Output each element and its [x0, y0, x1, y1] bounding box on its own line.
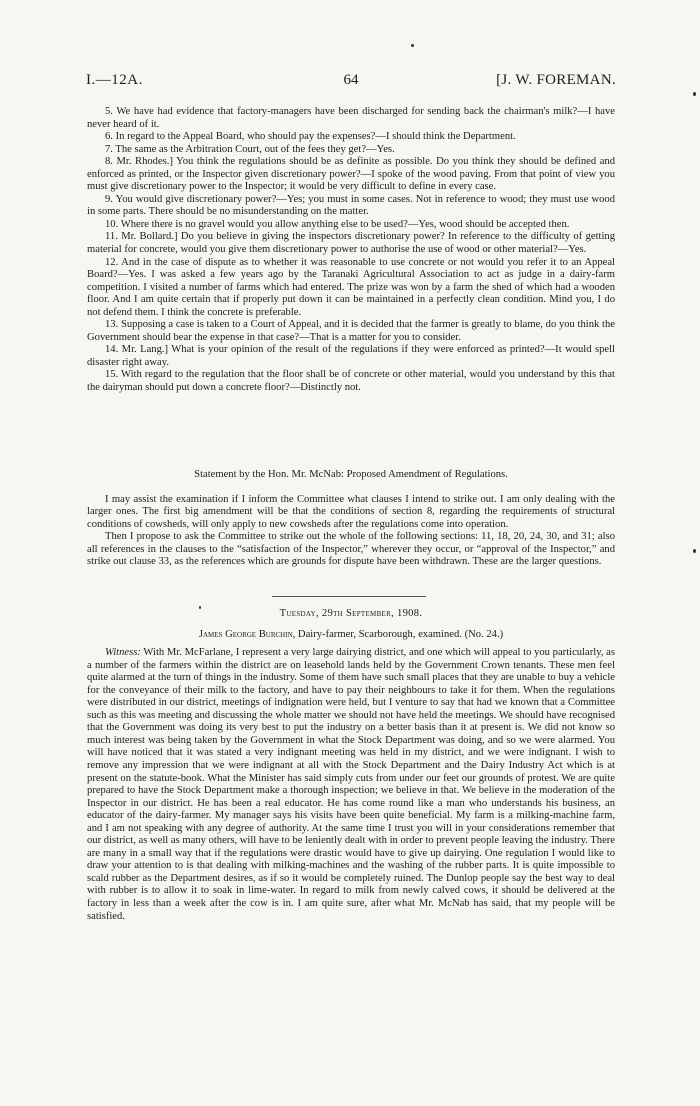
question-11: 11. Mr. Bollard.] Do you believe in giving the inspectors discretionary power? In reference to the difficulty of getting material for concrete, would you give them discretionary power to authorise the use of wood or other material?—Yes. [87, 231, 615, 256]
margin-mark [693, 549, 696, 553]
section-divider [272, 596, 426, 597]
page-header [86, 72, 616, 92]
examination-questions [87, 106, 615, 395]
witness-description: , Dairy-farmer, Scarborough, examined. (No. 24.) [292, 628, 504, 640]
question-5: 5. We have had evidence that factory-managers have been discharged for sending back the chairman's milk?—I have never heard of it. [87, 106, 615, 130]
question-8: 8. Mr. Rhodes.] You think the regulations should be as definite as possible. Do you think they should be defined and enforced as printed, or the Inspector given discretionary power?—I spoke of the wood paving. From that point of view you must give discretionary power to the Inspector; it would be very difficult to define in every case. [87, 156, 615, 193]
testimony-text: With Mr. McFarlane, I represent a very large dairying district, and one which will appeal to you particularly, as a number of the farmers within the district are on leasehold lands held by the Government Crown tenants. These men feel quite alarmed at the turn of things in the industry. Some of them have such small places that they are unable to buy a vehicle for the conveyance of their milk to the factory, and have to pay their neighbours to take it for them. When the regulations were distributed in our district, meetings of indignation were held, but I venture to say that had we known that a Committee such as this was meeting and discussing the whole matter we should not have held the meetings. We should have recognised that the Government was doing its very best to put the industry on a better basis than it at present is. We did not know so much interest was being taken by the Government in what the Stock Department was doing, and so we were alarmed. You will have noticed that it was stated a very indignant meeting was held in my district, and we were indignant. I wish to remove any impression that we were indignant at all with the Stock Department and the Dairy Industry Act which is at present on the statute-book. What the Minister has said simply cuts from under our feet our grounds of protest. We are quite prepared to have the Stock Department make a thorough inspection; we believe in that. We believe in the moderation of the Inspector in our district. He has been a real educator. He has come round like a man who understands his business, an educator of the dairy-farmer. My manager says his visits have been quite beneficial. My farm is a milking-machine farm, and I am not speaking with any degree of authority. At the same time I trust you will in your considerations remember that our district, as well as many others, will have to be leniently dealt with in order to prevent people leaving the industry. There are many in a small way that if the regulations were drastic would have to give up dairying. One regulation I would like to draw your attention to is that dealing with milking-machines and the washing of the rubber parts. It is quite impossible to scald rubber as the Department desires, as if so it would be completely ruined. The Dunlop people say the best way to deal with rubber is to allow it to soak in lime-water. In regard to milk from newly calved cows, it should be delivered at the factory in less than a week after the cow is in. I am quite sure, after what Mr. McNab has said, that my people will be satisfied. [87, 647, 615, 922]
session-section [87, 608, 615, 923]
question-15: 15. With regard to the regulation that the floor shall be of concrete or other material, would you understand by this that the dairyman should put down a concrete floor?—Distinctly not. [87, 369, 615, 394]
header-paper-code: I.—12A. [86, 72, 143, 88]
statement-heading: Statement by the Hon. Mr. McNab: Proposed Amendment of Regulations. [194, 469, 508, 480]
witness-testimony [87, 647, 615, 923]
session-date: Tuesday, 29th September, 1908. [279, 608, 423, 619]
witness-label: Witness: [105, 647, 141, 659]
speck-mark [411, 44, 414, 47]
margin-mark [693, 92, 696, 96]
question-7: 7. The same as the Arbitration Court, out of the fees they get?—Yes. [105, 143, 395, 155]
question-6: 6. In regard to the Appeal Board, who should pay the expenses?—I should think the Department. [105, 131, 516, 143]
statement-paragraph-1: I may assist the examination if I inform the Committee what clauses I intend to strike out. I am only dealing with the larger ones. The first big amendment will be that the conditions of section 8, regarding the requirements of structural conditions of cowsheds, will only apply to new cowsheds after the regulations come into operation. [87, 493, 615, 530]
header-page-number: 64 [343, 72, 359, 88]
header-witness-name: [J. W. FOREMAN. [496, 72, 616, 88]
witness-heading [87, 629, 615, 642]
question-12: 12. And in the case of dispute as to whether it was reasonable to use concrete or not would you refer it to an Appeal Board?—Yes. I was asked a few years ago by the Taranaki Agricultural Association to act as judge in a dairy-farm competition. I visited a number of farms which had entered. The prize was won by a farm the shed of which had a wooden floor. And I am quite certain that if properly put down it can be maintained in a perfectly clean condition. Mind you, I do not defend them. I think the concrete is preferable. [87, 256, 615, 318]
question-10: 10. Where there is no gravel would you allow anything else to be used?—Yes, wood should be accepted then. [105, 218, 570, 230]
question-13: 13. Supposing a case is taken to a Court of Appeal, and it is decided that the farmer is greatly to blame, do you think the Government should bear the expense in that case?—That is a matter for you to consider. [87, 319, 615, 343]
statement-paragraph-2: Then I propose to ask the Committee to strike out the whole of the following sections: 11, 18, 20, 24, 30, and 31; also all references in the clauses to the “satisfaction of the Inspector,” wherever they occur, or “approval of the Inspector,” and strike out clause 33, as the references which are grounds for dispute have been withdrawn. These are the larger questions. [87, 531, 615, 568]
statement-section [87, 469, 615, 569]
question-9: 9. You would give discretionary power?—Yes; you must in some cases. Not in reference to wood; they must use wood in some parts. There should be no misunderstanding on the matter. [87, 193, 615, 218]
witness-name: James George Burchin [198, 628, 293, 640]
speck-mark [199, 606, 201, 609]
question-14: 14. Mr. Lang.] What is your opinion of the result of the regulations if they were enforced as printed?—It would spell disaster right away. [87, 344, 615, 368]
